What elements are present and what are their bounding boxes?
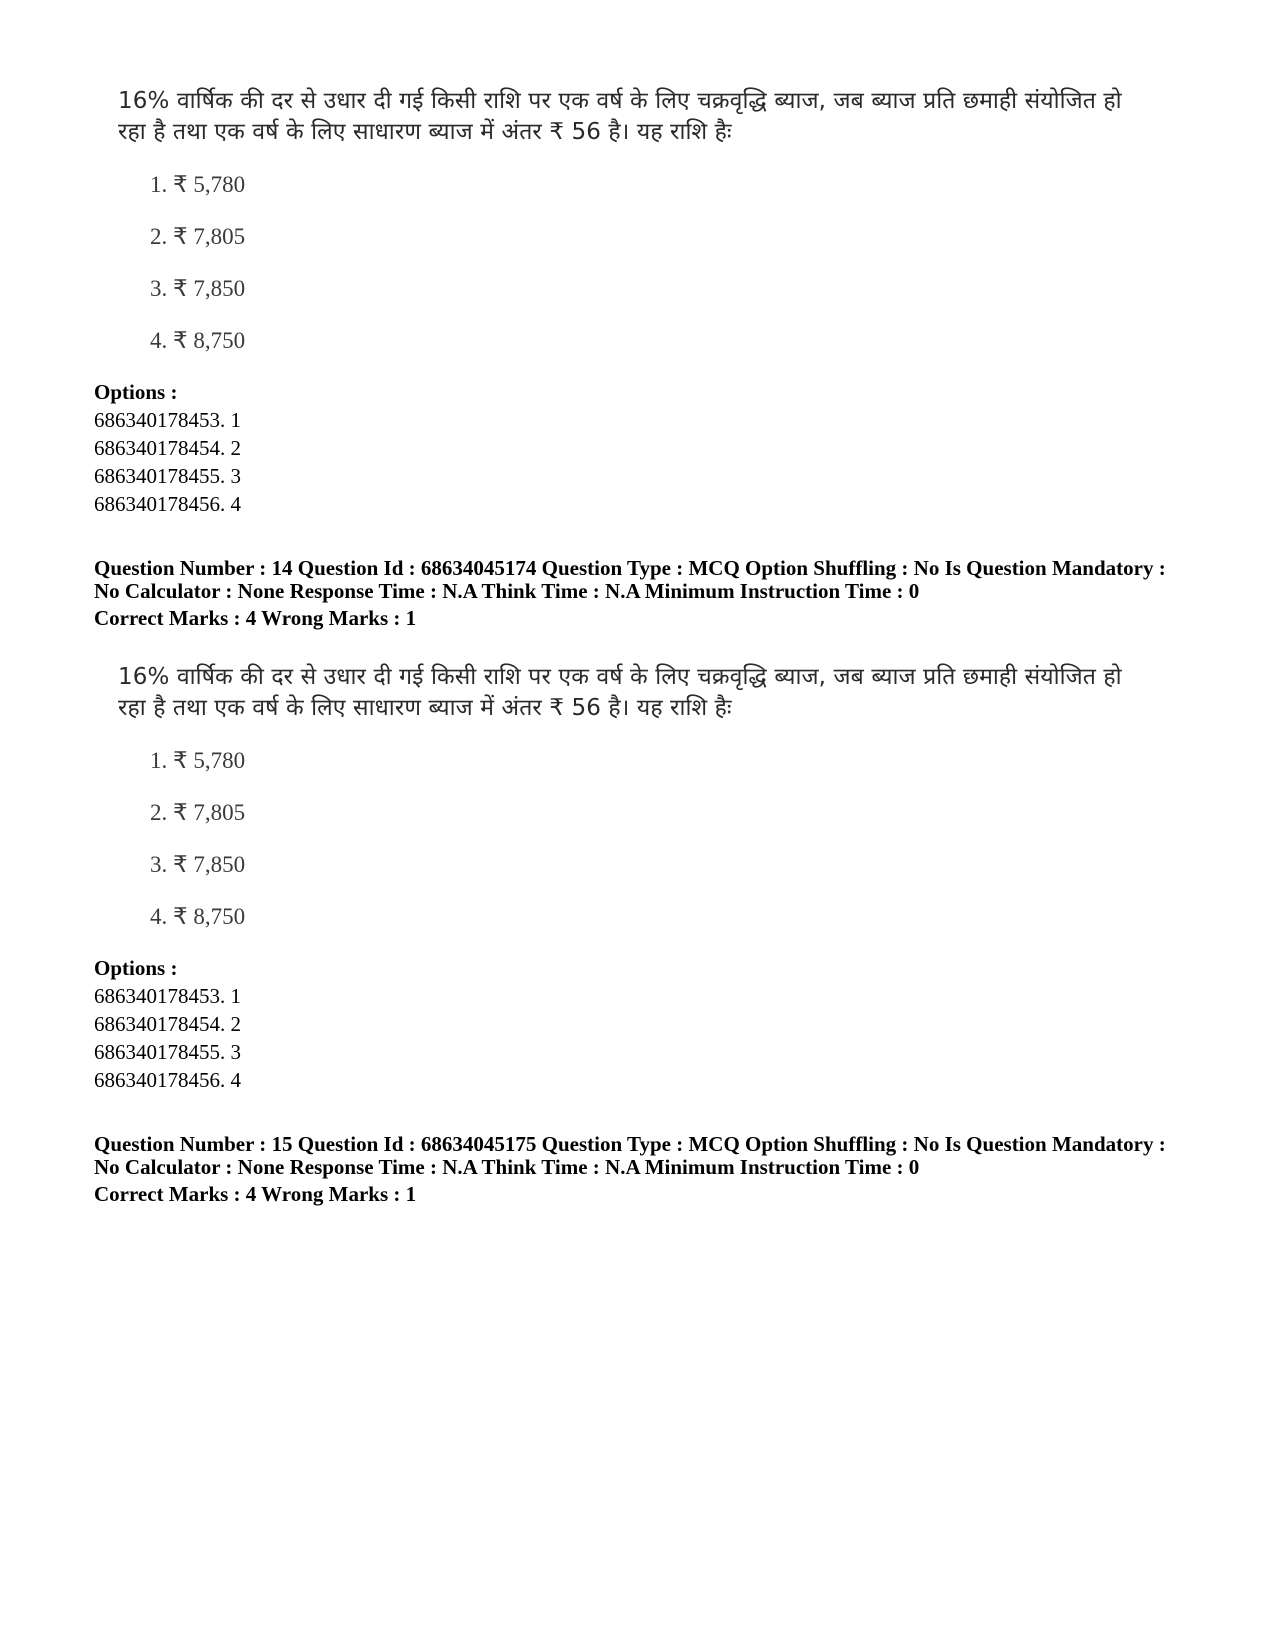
answer-choice: 1. ₹ 5,780 — [150, 748, 246, 773]
answer-choice: 4. ₹ 8,750 — [150, 328, 246, 353]
answer-choice: 2. ₹ 7,805 — [150, 800, 246, 825]
option-id-row: 686340178454. 2 — [94, 436, 241, 460]
option-id-row: 686340178453. 1 — [94, 408, 241, 432]
question-text — [118, 86, 1188, 148]
option-id-row: 686340178456. 4 — [94, 492, 241, 516]
answer-choice: 1. ₹ 5,780 — [150, 172, 246, 197]
option-id-row: 686340178453. 1 — [94, 984, 241, 1008]
question-meta-line: No Calculator : None Response Time : N.A Think Time : N.A Minimum Instruction Time : 0 — [94, 1155, 920, 1179]
question-meta-line: No Calculator : None Response Time : N.A Think Time : N.A Minimum Instruction Time : 0 — [94, 579, 920, 603]
marks-line: Correct Marks : 4 Wrong Marks : 1 — [94, 1182, 417, 1206]
question-line: रहा है तथा एक वर्ष के लिए साधारण ब्याज में अंतर ₹ 56 है। यह राशि हैः — [118, 119, 732, 145]
question-line: रहा है तथा एक वर्ष के लिए साधारण ब्याज में अंतर ₹ 56 है। यह राशि हैः — [118, 695, 732, 721]
answer-choice: 3. ₹ 7,850 — [150, 276, 246, 301]
question-meta-line: Question Number : 14 Question Id : 68634045174 Question Type : MCQ Option Shuffling : No Is Question Mandatory : — [94, 556, 1166, 580]
option-id-row: 686340178455. 3 — [94, 464, 241, 488]
options-heading: Options : — [94, 956, 178, 980]
option-id-row: 686340178455. 3 — [94, 1040, 241, 1064]
options-heading: Options : — [94, 380, 178, 404]
answer-choice: 4. ₹ 8,750 — [150, 904, 246, 929]
question-line: 16% वार्षिक की दर से उधार दी गई किसी राशि पर एक वर्ष के लिए चक्रवृद्धि ब्याज, जब ब्याज प्रति छमाही संयोजित हो — [118, 664, 1122, 690]
question-line: 16% वार्षिक की दर से उधार दी गई किसी राशि पर एक वर्ष के लिए चक्रवृद्धि ब्याज, जब ब्याज प्रति छमाही संयोजित हो — [118, 88, 1122, 114]
question-meta-line: Question Number : 15 Question Id : 68634045175 Question Type : MCQ Option Shuffling : No Is Question Mandatory : — [94, 1132, 1166, 1156]
marks-line: Correct Marks : 4 Wrong Marks : 1 — [94, 606, 417, 630]
option-id-row: 686340178456. 4 — [94, 1068, 241, 1092]
answer-choice: 3. ₹ 7,850 — [150, 852, 246, 877]
option-id-row: 686340178454. 2 — [94, 1012, 241, 1036]
answer-choice: 2. ₹ 7,805 — [150, 224, 246, 249]
question-text — [118, 662, 1188, 724]
